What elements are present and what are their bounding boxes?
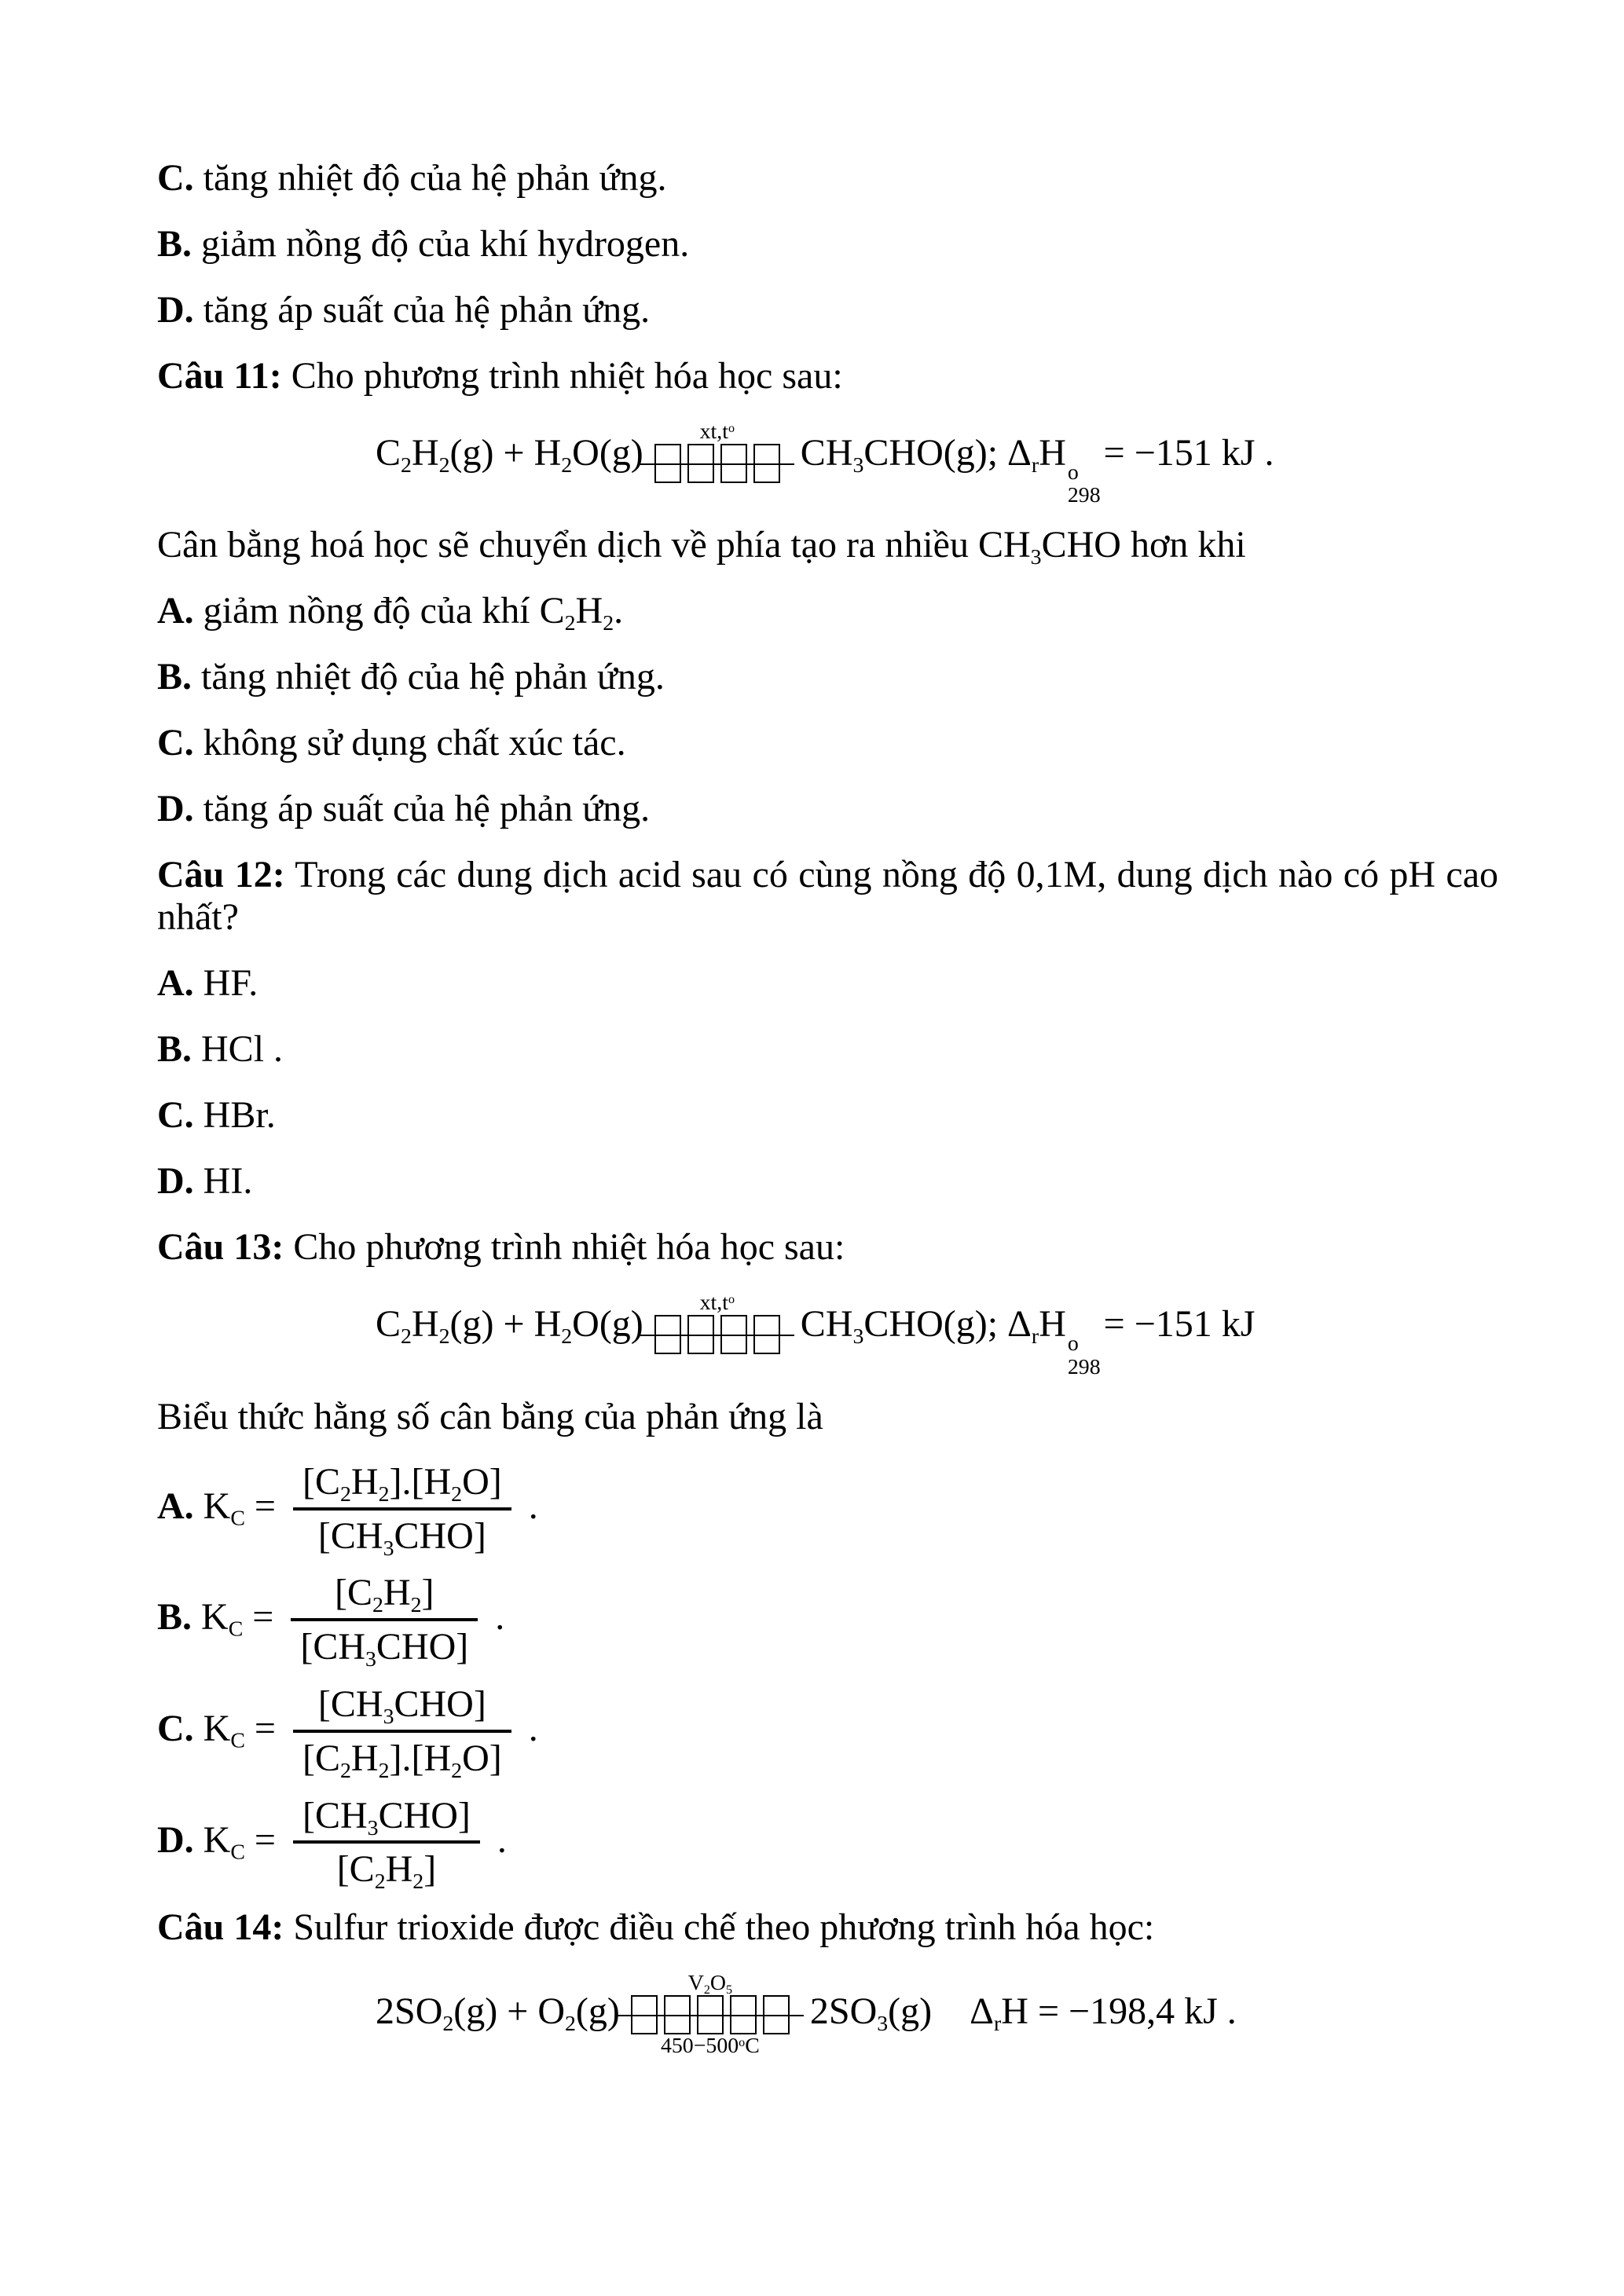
fraction: $\frac{[CH_3CHO]}{[C_2H_2]}$ bbox=[293, 1796, 480, 1891]
question-11-option-d: D. tăng áp suất của hệ phản ứng. bbox=[157, 788, 651, 830]
question-11-option-b: B. tăng nhiệt độ của hệ phản ứng. bbox=[157, 656, 665, 698]
missing-glyph-box bbox=[697, 1995, 724, 2034]
sup-sub-stack: o 298 bbox=[1067, 460, 1101, 508]
missing-glyph-box bbox=[687, 444, 714, 483]
fraction: $\frac{[C_2H_2]}{[CH_3CHO]}$ bbox=[291, 1573, 478, 1668]
question-11-title: Câu 11: Cho phương trình nhiệt hóa học sau: bbox=[157, 355, 843, 397]
missing-glyph-box bbox=[631, 1995, 658, 2034]
reaction-arrow-garbled bbox=[628, 1972, 793, 2057]
question-12-title: Câu 12: Trong các dung dịch acid sau có cùng nồng độ 0,1M, dung dịch nào có pH cao nhất? bbox=[157, 854, 1499, 939]
question-11-equation: $C_2H_2(g) + H_2O(g)$ $xt,t^o$ $CH_3CHO(g)$; $\Delta_rH$ o 298 = −151 kJ . bbox=[376, 419, 1274, 508]
fraction: $\frac{[C_2H_2].[H_2O]}{[CH_3CHO]}$ bbox=[293, 1462, 511, 1558]
missing-glyph-box bbox=[654, 444, 681, 483]
question-13-title: Câu 13: Cho phương trình nhiệt hóa học sau: bbox=[157, 1226, 845, 1269]
sup-sub-stack: o 298 bbox=[1067, 1331, 1101, 1379]
question-11-option-c: C. không sử dụng chất xúc tác. bbox=[157, 722, 626, 764]
question-14-equation: $2SO_2(g) + O_2(g)$ $V_2O_5$ $450-500^oC$ $2SO_3(g)$ $\Delta_rH = -198,4$ kJ . bbox=[376, 1971, 1237, 2059]
question-13-option-c: C. $K_C$ = $\frac{[CH_3CHO]}{[C_2H_2].[H_2O]}$ . bbox=[157, 1683, 538, 1783]
missing-glyph-box bbox=[720, 444, 747, 483]
arrow-condition-top: $V_2O_5$ bbox=[687, 1971, 733, 1998]
prev-option-c: C. tăng nhiệt độ của hệ phản ứng. bbox=[157, 157, 667, 199]
prev-option-b: B. giảm nồng độ của khí hydrogen. bbox=[157, 223, 690, 265]
missing-glyph-box bbox=[753, 444, 780, 483]
question-13-stem: Biểu thức hằng số cân bằng của phản ứng là bbox=[157, 1395, 823, 1437]
missing-glyph-box bbox=[720, 1315, 747, 1354]
arrow-condition-bottom: $450-500^oC$ bbox=[660, 2034, 760, 2059]
question-13-option-d: D. $K_C$ = $\frac{[CH_3CHO]}{[C_2H_2]}$ . bbox=[157, 1794, 507, 1895]
reaction-arrow-garbled bbox=[651, 421, 783, 492]
question-12-option-c: C. HBr. bbox=[157, 1094, 276, 1137]
fraction: $\frac{[CH_3CHO]}{[C_2H_2].[H_2O]}$ bbox=[293, 1684, 511, 1780]
question-12-option-a: A. HF. bbox=[157, 962, 258, 1005]
missing-glyph-box bbox=[654, 1315, 681, 1354]
arrow-condition-top: $xt,t^o$ bbox=[699, 419, 735, 444]
question-11-stem: Cân bằng hoá học sẽ chuyển dịch về phía tạo ra nhiều $CH_3CHO$ hơn khi bbox=[157, 524, 1246, 570]
question-13-option-b: B. $K_C$ = $\frac{[C_2H_2]}{[CH_3CHO]}$ . bbox=[157, 1572, 505, 1672]
missing-glyph-box bbox=[753, 1315, 780, 1354]
missing-glyph-box bbox=[730, 1995, 757, 2034]
question-12-option-d: D. HI. bbox=[157, 1160, 253, 1203]
question-13-equation: $C_2H_2(g) + H_2O(g)$ $xt,t^o$ $CH_3CHO(g)$; $\Delta_rH$ o 298 = −151 kJ bbox=[376, 1291, 1256, 1379]
missing-glyph-box bbox=[763, 1995, 790, 2034]
prev-option-d: D. tăng áp suất của hệ phản ứng. bbox=[157, 289, 651, 331]
question-12-option-b: B. HCl . bbox=[157, 1028, 284, 1071]
question-14-title: Câu 14: Sulfur trioxide được điều chế theo phương trình hóa học: bbox=[157, 1906, 1155, 1949]
question-13-option-a: A. $K_C$ = $\frac{[C_2H_2].[H_2O]}{[CH_3CHO]}$ . bbox=[157, 1460, 538, 1561]
reaction-arrow-garbled bbox=[651, 1292, 783, 1363]
missing-glyph-box bbox=[664, 1995, 691, 2034]
missing-glyph-box bbox=[687, 1315, 714, 1354]
arrow-condition-top: $xt,t^o$ bbox=[699, 1291, 735, 1316]
question-11-option-a: A. giảm nồng độ của khí $C_2H_2$. bbox=[157, 590, 624, 636]
